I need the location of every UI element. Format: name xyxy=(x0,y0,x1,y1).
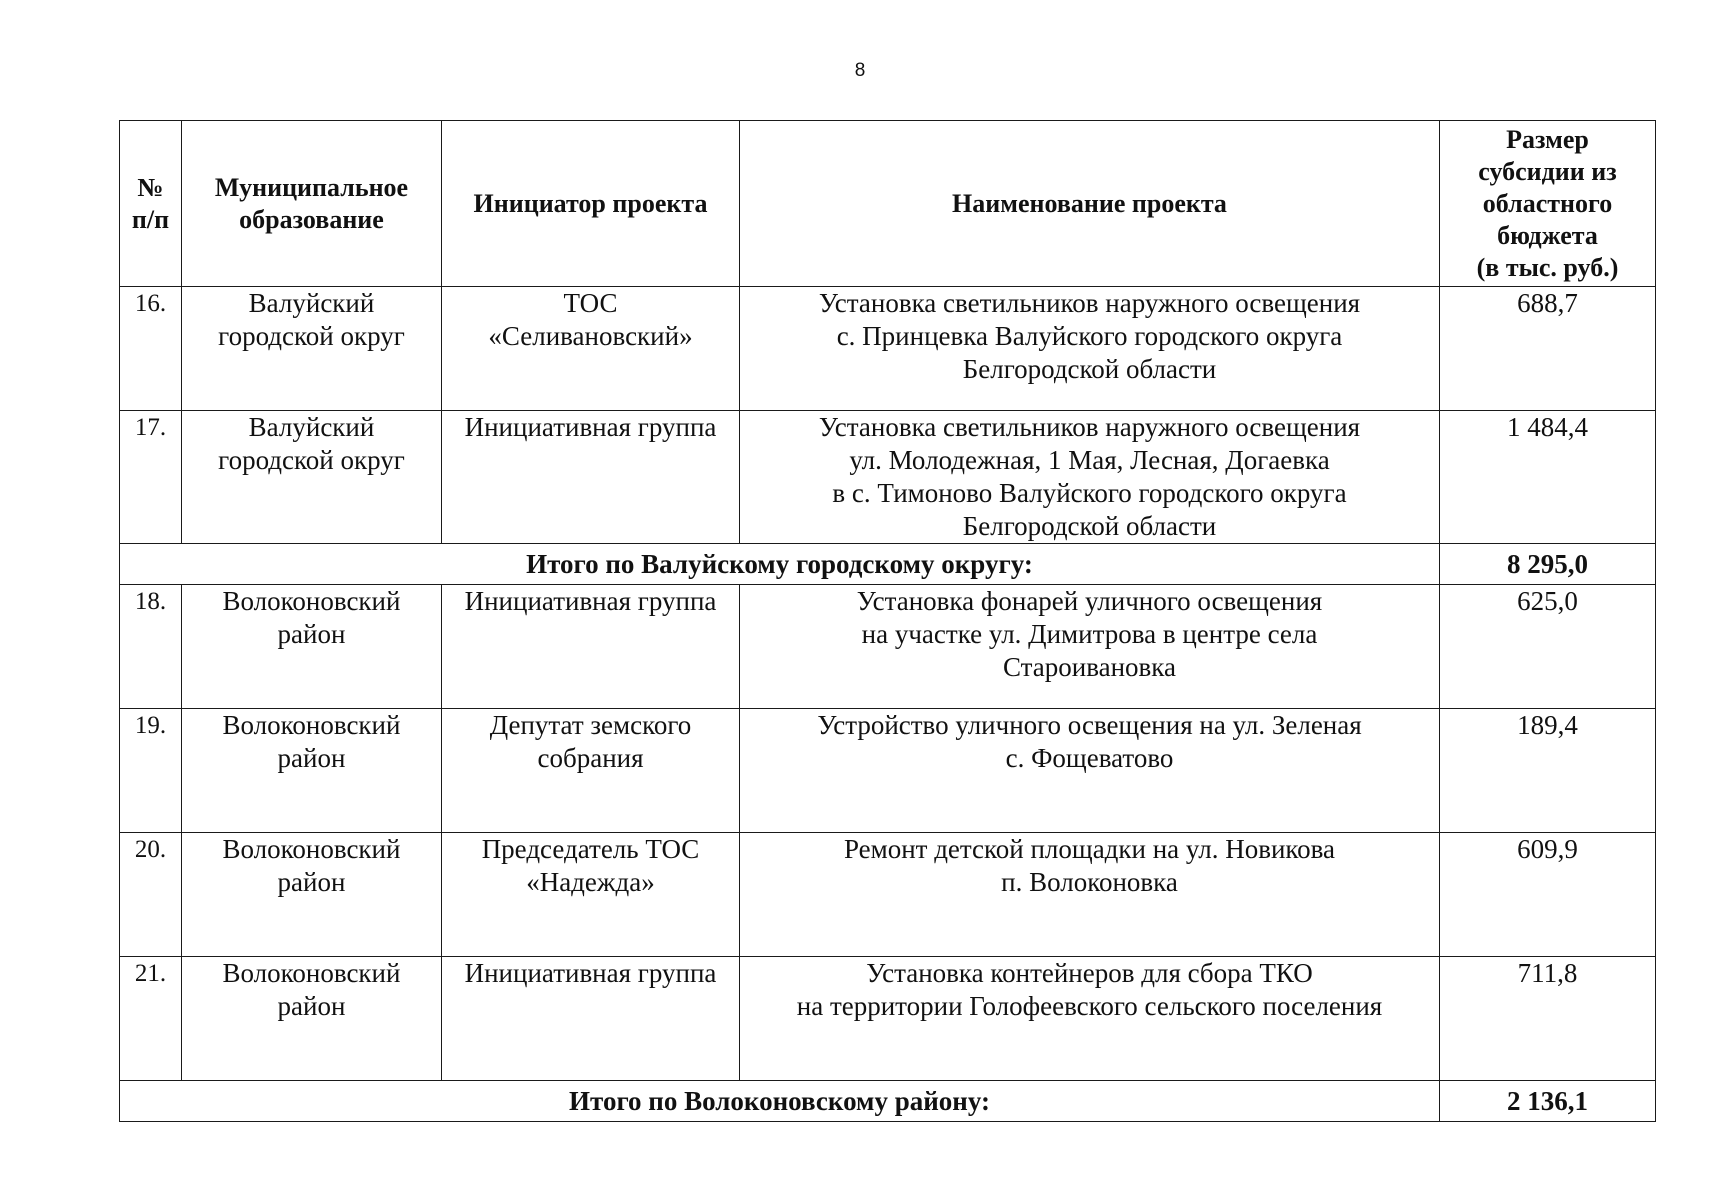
municipality-cell: Волоконовский район xyxy=(182,585,442,709)
municipality-cell: Валуйский городской округ xyxy=(182,287,442,411)
row-number: 20. xyxy=(120,833,182,957)
municipality-cell: Волоконовский район xyxy=(182,709,442,833)
row-number: 21. xyxy=(120,957,182,1081)
table-row xyxy=(120,709,1656,833)
total-label: Итого по Волоконовскому району: xyxy=(120,1081,1440,1122)
amount-cell: 609,9 xyxy=(1440,833,1656,957)
amount-cell: 711,8 xyxy=(1440,957,1656,1081)
table-row xyxy=(120,287,1656,411)
total-row xyxy=(120,544,1656,585)
project-cell: Установка фонарей уличного освещения на участке ул. Димитрова в центре села Староивановка xyxy=(740,585,1440,709)
project-cell: Ремонт детской площадки на ул. Новикова п. Волоконовка xyxy=(740,833,1440,957)
table-row xyxy=(120,957,1656,1081)
municipality-cell: Волоконовский район xyxy=(182,833,442,957)
total-amount: 8 295,0 xyxy=(1440,544,1656,585)
header-initiator: Инициатор проекта xyxy=(442,121,740,287)
row-number: 18. xyxy=(120,585,182,709)
subsidy-table xyxy=(119,120,1656,1122)
initiator-cell: Депутат земского собрания xyxy=(442,709,740,833)
total-label: Итого по Валуйскому городскому округу: xyxy=(120,544,1440,585)
project-cell: Установка светильников наружного освещения ул. Молодежная, 1 Мая, Лесная, Догаевка в с. Тимоново Валуйского городского округа Белгородской области xyxy=(740,411,1440,544)
amount-cell: 625,0 xyxy=(1440,585,1656,709)
project-cell: Установка светильников наружного освещения с. Принцевка Валуйского городского округа Белгородской области xyxy=(740,287,1440,411)
amount-cell: 1 484,4 xyxy=(1440,411,1656,544)
initiator-cell: Председатель ТОС «Надежда» xyxy=(442,833,740,957)
table-header-row xyxy=(120,121,1656,287)
row-number: 16. xyxy=(120,287,182,411)
table-row xyxy=(120,833,1656,957)
project-cell: Устройство уличного освещения на ул. Зеленая с. Фощеватово xyxy=(740,709,1440,833)
row-number: 19. xyxy=(120,709,182,833)
municipality-cell: Валуйский городской округ xyxy=(182,411,442,544)
total-row xyxy=(120,1081,1656,1122)
municipality-cell: Волоконовский район xyxy=(182,957,442,1081)
header-municipality: Муниципальное образование xyxy=(182,121,442,287)
initiator-cell: ТОС «Селивановский» xyxy=(442,287,740,411)
table-row xyxy=(120,585,1656,709)
total-amount: 2 136,1 xyxy=(1440,1081,1656,1122)
row-number: 17. xyxy=(120,411,182,544)
header-project: Наименование проекта xyxy=(740,121,1440,287)
initiator-cell: Инициативная группа xyxy=(442,957,740,1081)
project-cell: Установка контейнеров для сбора ТКО на территории Голофеевского сельского поселения xyxy=(740,957,1440,1081)
initiator-cell: Инициативная группа xyxy=(442,585,740,709)
amount-cell: 189,4 xyxy=(1440,709,1656,833)
initiator-cell: Инициативная группа xyxy=(442,411,740,544)
header-num: № п/п xyxy=(120,121,182,287)
header-subsidy: Размер субсидии из областного бюджета (в тыс. руб.) xyxy=(1440,121,1656,287)
amount-cell: 688,7 xyxy=(1440,287,1656,411)
page-number: 8 xyxy=(854,60,866,81)
table-row xyxy=(120,411,1656,544)
